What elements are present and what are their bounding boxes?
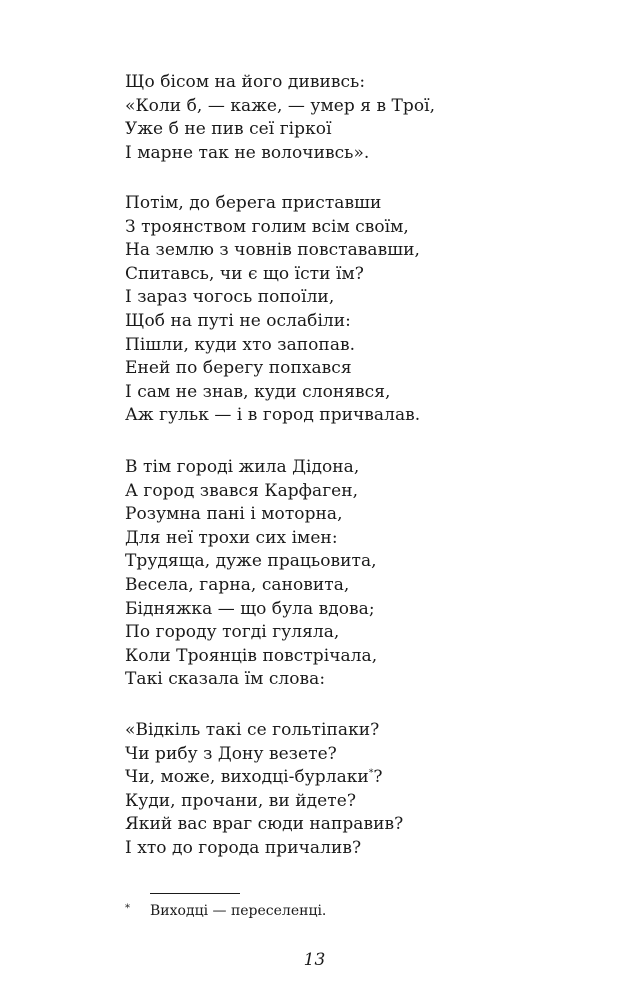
stanza-4	[125, 719, 565, 861]
verse-line: Весела, гарна, сановита,	[125, 574, 350, 595]
verse-line: «Коли б, — каже, — умер я в Трої,	[125, 95, 436, 116]
footnote-marker: *	[125, 903, 130, 914]
verse-line: Спитавсь, чи є що їсти їм?	[125, 263, 364, 284]
page-number: 13	[303, 950, 326, 970]
verse-line: І сам не знав, куди слонявся,	[125, 381, 391, 402]
verse-line: На землю з човнів повстававши,	[125, 240, 420, 261]
footnote	[125, 902, 565, 920]
verse-line: По городу тогді гуляла,	[125, 622, 340, 643]
verse-line: Трудяща, дуже працьовита,	[125, 551, 377, 572]
verse-line-ending: ?	[373, 767, 383, 788]
verse-line: Куди, прочани, ви йдете?	[125, 790, 356, 811]
verse-line: А город звався Карфаген,	[125, 480, 359, 501]
footnote-text: Виходці — переселенці.	[150, 903, 327, 919]
footnote-reference-mark: *	[368, 768, 374, 779]
footnote-divider	[150, 893, 240, 894]
verse-line: З троянством голим всім своїм,	[125, 216, 409, 237]
stanza-3	[125, 456, 565, 692]
verse-line: Пішли, куди хто запопав.	[125, 334, 356, 355]
verse-line: Що бісом на його дививсь:	[125, 72, 366, 92]
verse-line: І марне так не волочивсь».	[125, 142, 370, 163]
verse-line: Який вас враг сюди направив?	[125, 814, 404, 835]
verse-line: І хто до города причалив?	[125, 837, 362, 858]
verse-line: Коли Троянців повстрічала,	[125, 645, 378, 666]
verse-line: Щоб на путі не ослабіли:	[125, 310, 351, 331]
verse-line: В тім городі жила Дідона,	[125, 457, 360, 477]
verse-line: Еней по берегу попхався	[125, 358, 352, 379]
verse-line: Розумна пані і моторна,	[125, 504, 343, 525]
verse-line: «Відкіль такі се гольтіпаки?	[125, 720, 380, 740]
verse-line: Чи рибу з Дону везете?	[125, 743, 337, 764]
verse-line: Для неї трохи сих імен:	[125, 527, 338, 548]
verse-line: Аж гульк — і в город причвалав.	[125, 405, 421, 426]
verse-line: Такі сказала їм слова:	[125, 669, 326, 690]
verse-text: Чи, може, виходці-бурлаки	[125, 767, 369, 788]
stanza-1	[125, 71, 565, 165]
verse-line: Уже б не пив сеї гіркої	[125, 119, 332, 140]
stanza-2	[125, 192, 565, 428]
verse-line: Бідняжка — що була вдова;	[125, 598, 375, 619]
verse-line: Потім, до берега приставши	[125, 193, 382, 213]
verse-line: І зараз чогось попоїли,	[125, 287, 335, 308]
verse-line-with-footnote	[125, 766, 565, 790]
